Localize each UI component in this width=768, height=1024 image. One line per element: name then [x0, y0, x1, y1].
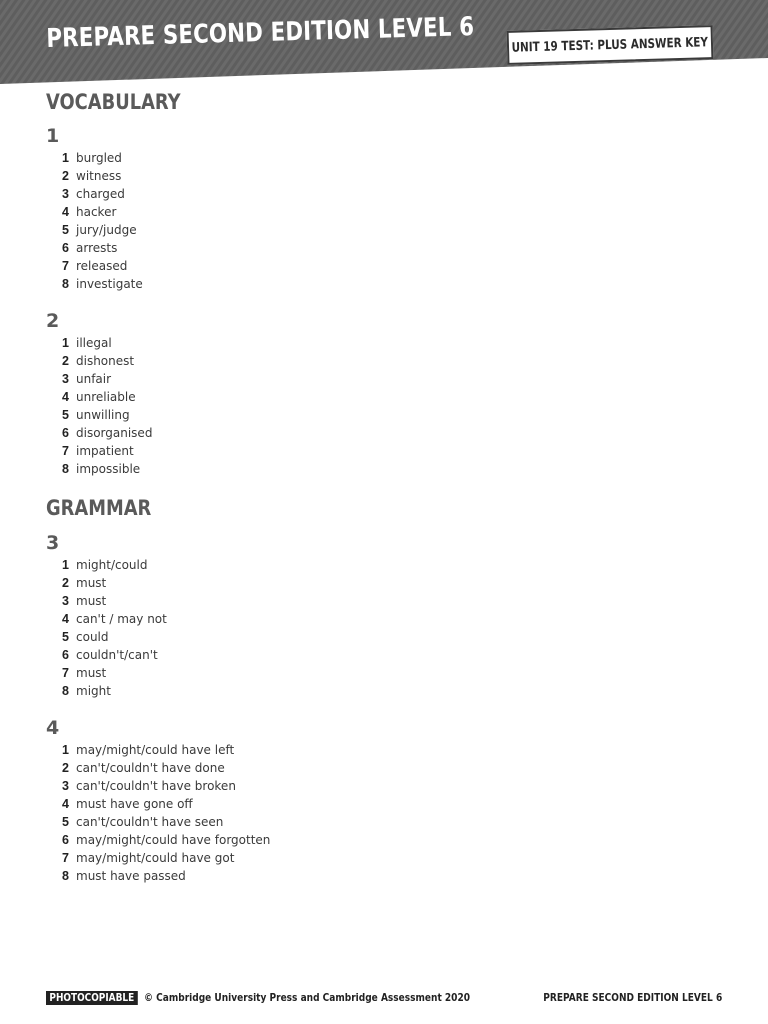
answer-item: 3 must — [62, 594, 107, 608]
question-number: 1 — [46, 125, 60, 147]
footer-series-title: PREPARE SECOND EDITION LEVEL 6 — [543, 991, 722, 1004]
question-block — [46, 309, 152, 478]
answer-list — [46, 741, 270, 885]
question-block — [46, 716, 270, 885]
answer-item: 3 charged — [62, 187, 125, 201]
section-grammar — [46, 494, 170, 522]
question-number: 4 — [46, 717, 60, 739]
answer-item: 8 investigate — [62, 277, 143, 291]
answer-item: 4 unreliable — [62, 390, 136, 404]
answer-item: 7 released — [62, 259, 128, 273]
unit-tag — [507, 25, 714, 65]
page-title: PREPARE SECOND EDITION LEVEL 6 — [46, 12, 475, 54]
answer-item: 7 must — [62, 666, 107, 680]
answer-item: 4 hacker — [62, 205, 117, 219]
answer-item: 2 can't/couldn't have done — [62, 761, 225, 775]
answer-item: 6 may/might/could have forgotten — [62, 833, 271, 847]
answer-item: 3 can't/couldn't have broken — [62, 779, 236, 793]
answer-item: 5 could — [62, 630, 109, 644]
answer-item: 5 jury/judge — [62, 223, 137, 237]
answer-item: 2 witness — [62, 169, 122, 183]
answer-item: 1 may/might/could have left — [62, 743, 235, 757]
answer-item: 7 may/might/could have got — [62, 851, 235, 865]
answer-item: 6 disorganised — [62, 426, 153, 440]
answer-list — [46, 149, 143, 293]
answer-item: 8 impossible — [62, 462, 141, 476]
section-heading: VOCABULARY — [46, 90, 181, 114]
question-number: 3 — [46, 532, 60, 554]
copyright-notice: © Cambridge University Press and Cambridge Assessment 2020 — [144, 991, 471, 1004]
answer-item: 1 illegal — [62, 336, 112, 350]
answer-item: 7 impatient — [62, 444, 134, 458]
answer-item: 8 might — [62, 684, 111, 698]
answer-item: 6 arrests — [62, 241, 118, 255]
question-block — [46, 531, 167, 700]
answer-item: 5 can't/couldn't have seen — [62, 815, 224, 829]
answer-item: 6 couldn't/can't — [62, 648, 158, 662]
answer-item: 4 can't / may not — [62, 612, 167, 626]
answer-list — [46, 556, 167, 700]
header-banner — [0, 0, 768, 90]
answer-item: 1 burgled — [62, 151, 122, 165]
section-vocabulary — [46, 88, 204, 116]
photocopiable-badge: PHOTOCOPIABLE — [46, 991, 138, 1005]
question-block — [46, 124, 143, 293]
answer-item: 1 might/could — [62, 558, 148, 572]
answer-item: 4 must have gone off — [62, 797, 193, 811]
answer-item: 8 must have passed — [62, 869, 186, 883]
page-footer — [46, 990, 722, 1006]
answer-item: 5 unwilling — [62, 408, 130, 422]
answer-item: 2 dishonest — [62, 354, 135, 368]
section-heading: GRAMMAR — [46, 496, 152, 520]
answer-item: 2 must — [62, 576, 107, 590]
unit-tag-label: UNIT 19 TEST: PLUS ANSWER KEY — [511, 34, 709, 56]
answer-item: 3 unfair — [62, 372, 112, 386]
question-number: 2 — [46, 310, 60, 332]
answer-list — [46, 334, 152, 478]
